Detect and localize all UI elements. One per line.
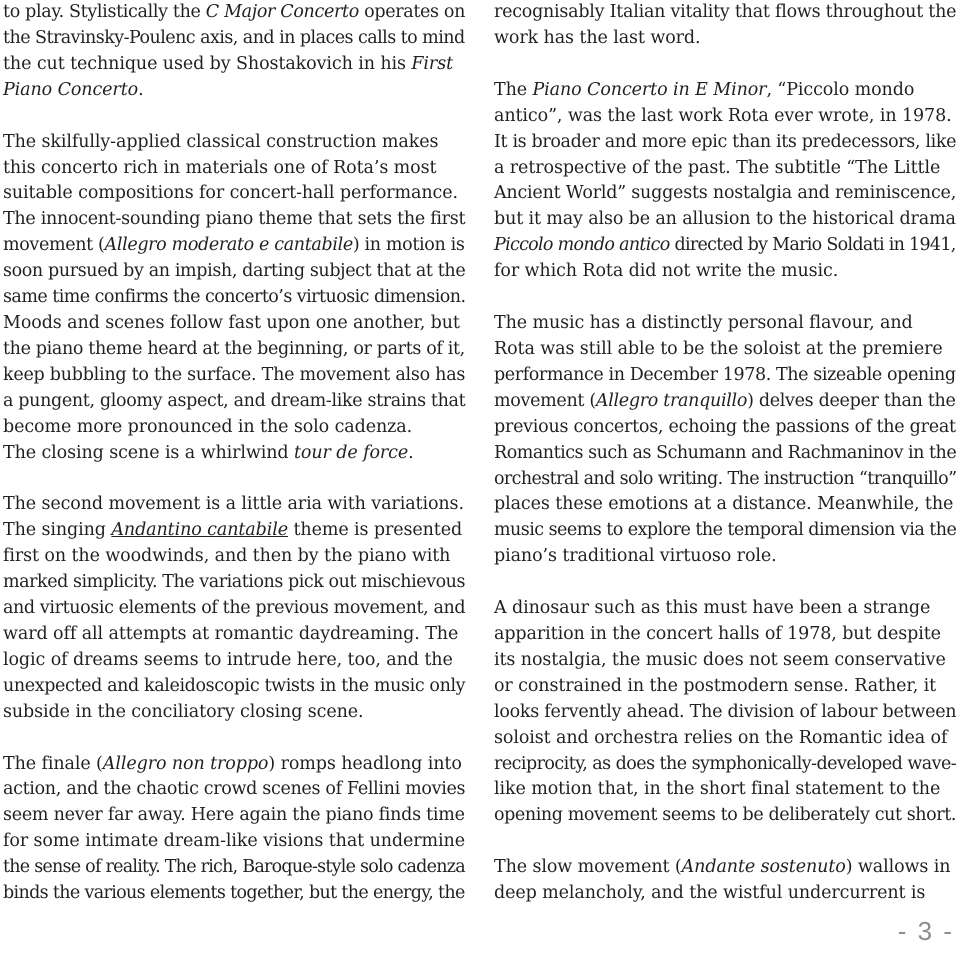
text-line <box>494 726 956 752</box>
text-line <box>494 233 956 259</box>
text-run: a retrospective of the past. The subtitle “The Little <box>494 157 941 178</box>
text-run: It is broader and more epic than its predecessors, like <box>494 131 957 152</box>
text-run: movement ( <box>3 235 105 256</box>
italic-text-run: C Major Concerto <box>205 2 359 22</box>
text-run: ) in motion is <box>352 235 465 256</box>
text-run: , “Piccolo mondo <box>766 79 915 100</box>
text-line <box>494 104 956 130</box>
text-line <box>494 674 956 700</box>
text-run: first on the woodwinds, and then by the piano with <box>3 546 451 567</box>
right-column-paragraph <box>494 855 956 907</box>
text-run: orchestral and solo writing. The instruction “tranquillo” <box>494 468 957 489</box>
text-run: A dinosaur such as this must have been a strange <box>494 598 931 619</box>
text-run: ) romps headlong into <box>268 753 462 774</box>
text-line <box>494 207 956 233</box>
text-run: ward off all attempts at romantic daydreaming. The <box>3 623 459 644</box>
text-run: the cut technique used by Shostakovich in his <box>3 53 412 74</box>
text-line <box>494 544 956 570</box>
text-run: the sense of reality. The rich, Baroque-style solo cadenza <box>3 857 465 878</box>
text-line <box>494 855 956 881</box>
text-line <box>3 700 465 726</box>
text-run: opening movement seems to be deliberately cut short. <box>494 805 957 826</box>
text-line <box>3 363 465 389</box>
text-run: operates on <box>358 2 466 22</box>
text-run: binds the various elements together, but the energy, the <box>3 883 465 904</box>
text-run: The second movement is a little aria with variations. <box>3 494 464 515</box>
text-line <box>3 285 465 311</box>
text-line <box>494 700 956 726</box>
text-run: The music has a distinctly personal flavour, and <box>494 313 913 334</box>
text-line <box>3 622 465 648</box>
text-run: work has the last word. <box>494 27 701 48</box>
text-run: soloist and orchestra relies on the Romantic idea of <box>494 727 948 748</box>
text-line <box>3 829 465 855</box>
italic-text-run: Andante sostenuto <box>681 857 846 878</box>
text-line <box>3 674 465 700</box>
text-run: The skilfully-applied classical construction makes <box>3 131 439 152</box>
text-run: reciprocity, as does the symphonically-developed wave- <box>494 753 957 774</box>
text-run: looks fervently ahead. The division of labour between <box>494 701 957 722</box>
italic-text-run: Allegro non troppo <box>102 753 269 774</box>
text-line <box>3 337 465 363</box>
text-run: ) wallows in <box>845 857 951 878</box>
text-line <box>494 777 956 803</box>
text-run: logic of dreams seems to intrude here, too, and the <box>3 649 453 670</box>
text-run: directed by Mario Soldati in 1941, <box>669 235 956 256</box>
text-run: The <box>494 79 533 100</box>
text-line <box>3 752 465 778</box>
text-line <box>3 78 465 104</box>
text-run: the Stravinsky-Poulenc axis, and in places calls to mind <box>3 27 465 48</box>
italic-text-run: Allegro tranquillo <box>595 390 748 411</box>
text-line <box>3 389 465 415</box>
text-run: places these emotions at a distance. Meanwhile, the <box>494 494 954 515</box>
text-run: The innocent-sounding piano theme that sets the first <box>3 209 466 230</box>
text-run: recognisably Italian vitality that flows throughout the <box>494 2 957 22</box>
text-line <box>494 337 956 363</box>
text-run: a pungent, gloomy aspect, and dream-like strains that <box>3 390 466 411</box>
italic-text-run: Piano Concerto in E Minor <box>532 79 767 100</box>
text-run: for some intimate dream-like visions that undermine <box>3 831 465 852</box>
text-line <box>494 78 956 104</box>
text-line <box>494 130 956 156</box>
italic-text-run: Piano Concerto <box>3 79 139 100</box>
italic-text-run: Piccolo mondo antico <box>494 235 670 256</box>
text-run: The singing <box>3 520 112 541</box>
text-run: previous concertos, echoing the passions of the great <box>494 416 956 437</box>
text-line <box>494 622 956 648</box>
text-line <box>494 803 956 829</box>
text-run: . <box>138 79 144 100</box>
text-run: its nostalgia, the music does not seem conservative <box>494 649 946 670</box>
text-line <box>494 596 956 622</box>
text-run: subside in the conciliatory closing scene. <box>3 701 364 722</box>
text-run: performance in December 1978. The sizeable opening <box>494 364 956 385</box>
text-line <box>494 441 956 467</box>
text-line <box>494 259 956 285</box>
text-run: action, and the chaotic crowd scenes of Fellini movies <box>3 779 466 800</box>
text-line <box>494 389 956 415</box>
text-run: Romantics such as Schumann and Rachmaninov in the <box>494 442 957 463</box>
text-run: movement ( <box>494 390 596 411</box>
text-run: piano’s traditional virtuoso role. <box>494 546 777 567</box>
text-line <box>494 467 956 493</box>
text-line <box>3 311 465 337</box>
text-line <box>3 207 465 233</box>
text-line <box>3 518 465 544</box>
text-line <box>494 518 956 544</box>
text-line <box>3 156 465 182</box>
text-line <box>494 648 956 674</box>
left-column-paragraph <box>3 492 465 725</box>
text-run: for which Rota did not write the music. <box>494 261 839 282</box>
text-run: the piano theme heard at the beginning, or parts of it, <box>3 338 465 359</box>
text-run: antico”, was the last work Rota ever wrote, in 1978. <box>494 105 952 126</box>
text-line <box>3 596 465 622</box>
text-line <box>3 130 465 156</box>
text-run: but it may also be an allusion to the historical drama <box>494 209 956 230</box>
right-column-paragraph <box>494 596 956 829</box>
text-run: become more pronounced in the solo cadenza. <box>3 416 413 437</box>
text-run: The finale ( <box>3 753 103 774</box>
text-line <box>494 881 956 907</box>
text-run: unexpected and kaleidoscopic twists in the music only <box>3 675 466 696</box>
text-run: seem never far away. Here again the piano finds time <box>3 805 465 826</box>
text-run: music seems to explore the temporal dimension via the <box>494 520 957 541</box>
text-line <box>3 0 465 26</box>
text-run: . <box>408 442 414 463</box>
italic-text-run: Andantino cantabile <box>111 520 288 541</box>
right-column-paragraph <box>494 0 956 52</box>
text-run: and virtuosic elements of the previous movement, and <box>3 598 466 619</box>
text-line <box>494 156 956 182</box>
text-run: ) delves deeper than the <box>747 390 956 411</box>
text-line <box>494 26 956 52</box>
italic-text-run: tour de force <box>294 442 409 463</box>
text-line <box>3 181 465 207</box>
text-line <box>3 881 465 907</box>
text-run: marked simplicity. The variations pick out mischievous <box>3 572 466 593</box>
left-column-paragraph <box>3 752 465 907</box>
text-line <box>3 648 465 674</box>
text-line <box>3 570 465 596</box>
text-line <box>3 26 465 52</box>
right-column-paragraph <box>494 311 956 570</box>
page-number: - 3 - <box>897 916 954 946</box>
text-line <box>3 415 465 441</box>
text-run: or constrained in the postmodern sense. Rather, it <box>494 675 937 696</box>
text-run: soon pursued by an impish, darting subject that at the <box>3 261 466 282</box>
text-run: theme is presented <box>288 520 463 541</box>
text-line <box>3 52 465 78</box>
text-line <box>494 181 956 207</box>
italic-text-run: Allegro moderato e cantabile <box>104 235 353 256</box>
text-line <box>3 233 465 259</box>
text-run: The closing scene is a whirlwind <box>3 442 294 463</box>
text-run: this concerto rich in materials one of Rota’s most <box>3 157 437 178</box>
text-run: Ancient World” suggests nostalgia and reminiscence, <box>494 183 957 204</box>
text-run: suitable compositions for concert-hall performance. <box>3 183 458 204</box>
text-line <box>494 311 956 337</box>
text-line <box>3 777 465 803</box>
text-line <box>3 803 465 829</box>
text-run: Moods and scenes follow fast upon one another, but <box>3 312 460 333</box>
text-line <box>3 492 465 518</box>
text-line <box>3 441 465 467</box>
text-line <box>494 0 956 26</box>
text-line <box>3 855 465 881</box>
text-line <box>494 492 956 518</box>
text-run: apparition in the concert halls of 1978, but despite <box>494 624 941 645</box>
text-run: to play. Stylistically the <box>3 2 206 22</box>
text-run: same time confirms the concerto’s virtuosic dimension. <box>3 287 466 308</box>
text-run: Rota was still able to be the soloist at the premiere <box>494 338 943 359</box>
text-run: The slow movement ( <box>494 857 682 878</box>
text-line <box>494 363 956 389</box>
text-line <box>494 752 956 778</box>
italic-text-run: First <box>411 53 454 74</box>
left-column-paragraph <box>3 0 465 104</box>
text-run: like motion that, in the short final statement to the <box>494 779 941 800</box>
text-run: deep melancholy, and the wistful undercurrent is <box>494 883 926 904</box>
text-line <box>3 259 465 285</box>
right-column-paragraph <box>494 78 956 285</box>
left-column-paragraph <box>3 130 465 467</box>
left-text-column <box>3 0 465 907</box>
right-text-column <box>494 0 956 907</box>
text-line <box>3 544 465 570</box>
text-line <box>494 415 956 441</box>
text-run: keep bubbling to the surface. The movement also has <box>3 364 466 385</box>
